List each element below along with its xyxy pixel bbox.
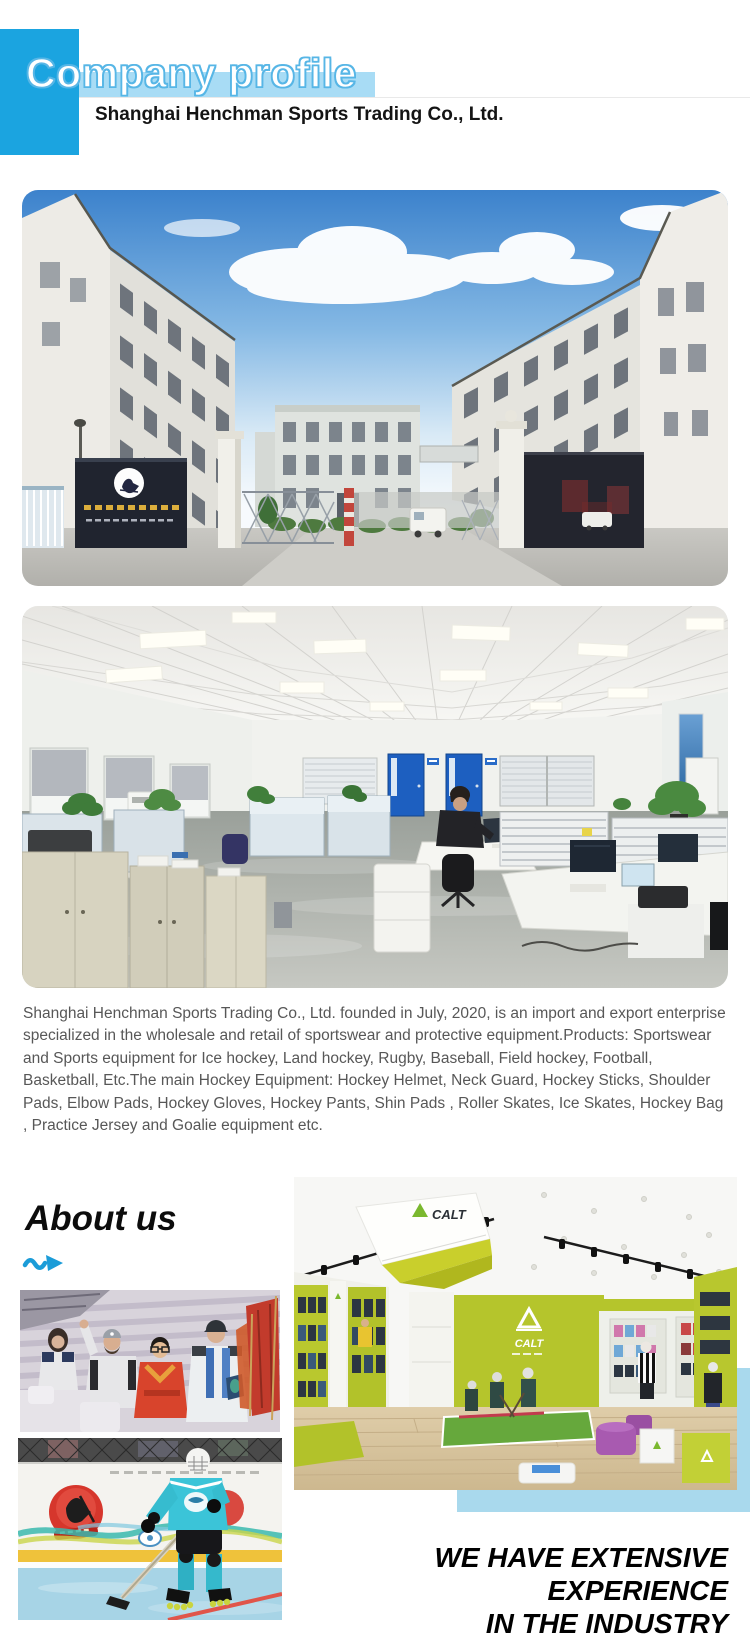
company-name: Shanghai Henchman Sports Trading Co., Ltd. xyxy=(95,104,504,125)
office-photo xyxy=(22,606,728,988)
tagline-line-1: WE HAVE EXTENSIVE EXPERIENCE xyxy=(434,1542,728,1606)
roller-hockey-photo xyxy=(18,1438,282,1620)
fans-illustration xyxy=(20,1290,280,1432)
office-chair xyxy=(222,834,248,864)
office-illustration xyxy=(22,606,728,988)
trash-bin xyxy=(274,902,292,928)
canopy-logo-text: CALT xyxy=(432,1207,466,1222)
company-description: Shanghai Henchman Sports Trading Co., Ltd. founded in July, 2020, is an import and export enterprise specialized in the wholesale and retail of sportswear and protective equipment.Products: Sportswear and Sports equipment for Ice hockey, Land hockey, Rugby, Baseball, Field hockey, Football, Basketball, Etc.The main Hockey Equipment: Hockey Helmet, Neck Guard, Hockey Sticks, Shoulder Pads, Elbow Pads, Hockey Gloves, Hockey Pants, Shin Pads , Roller Skates, Ice Skates, Hockey Bag , Practice Jersey and Goalie equipment etc. xyxy=(23,1005,726,1135)
section-title: Company profile xyxy=(26,50,357,96)
header-divider-line xyxy=(0,97,750,98)
tagline-line-2: IN THE INDUSTRY xyxy=(485,1608,728,1638)
factory-illustration xyxy=(22,190,728,586)
company-gate-sign xyxy=(75,458,187,548)
store-illustration xyxy=(294,1177,737,1490)
factory-photo xyxy=(22,190,728,586)
fans-photo xyxy=(20,1290,280,1432)
experience-tagline xyxy=(250,1541,728,1638)
wall-logo-text: CALT xyxy=(514,1338,544,1350)
left-fence xyxy=(22,486,64,548)
boards-yellow-band xyxy=(18,1550,282,1562)
drawer-pedestal xyxy=(374,864,430,952)
glass-partition xyxy=(500,756,594,806)
about-us-heading: About us xyxy=(25,1199,177,1238)
roller-illustration xyxy=(18,1438,282,1620)
squiggle-arrow-icon xyxy=(22,1252,64,1274)
store-photo xyxy=(294,1177,737,1490)
